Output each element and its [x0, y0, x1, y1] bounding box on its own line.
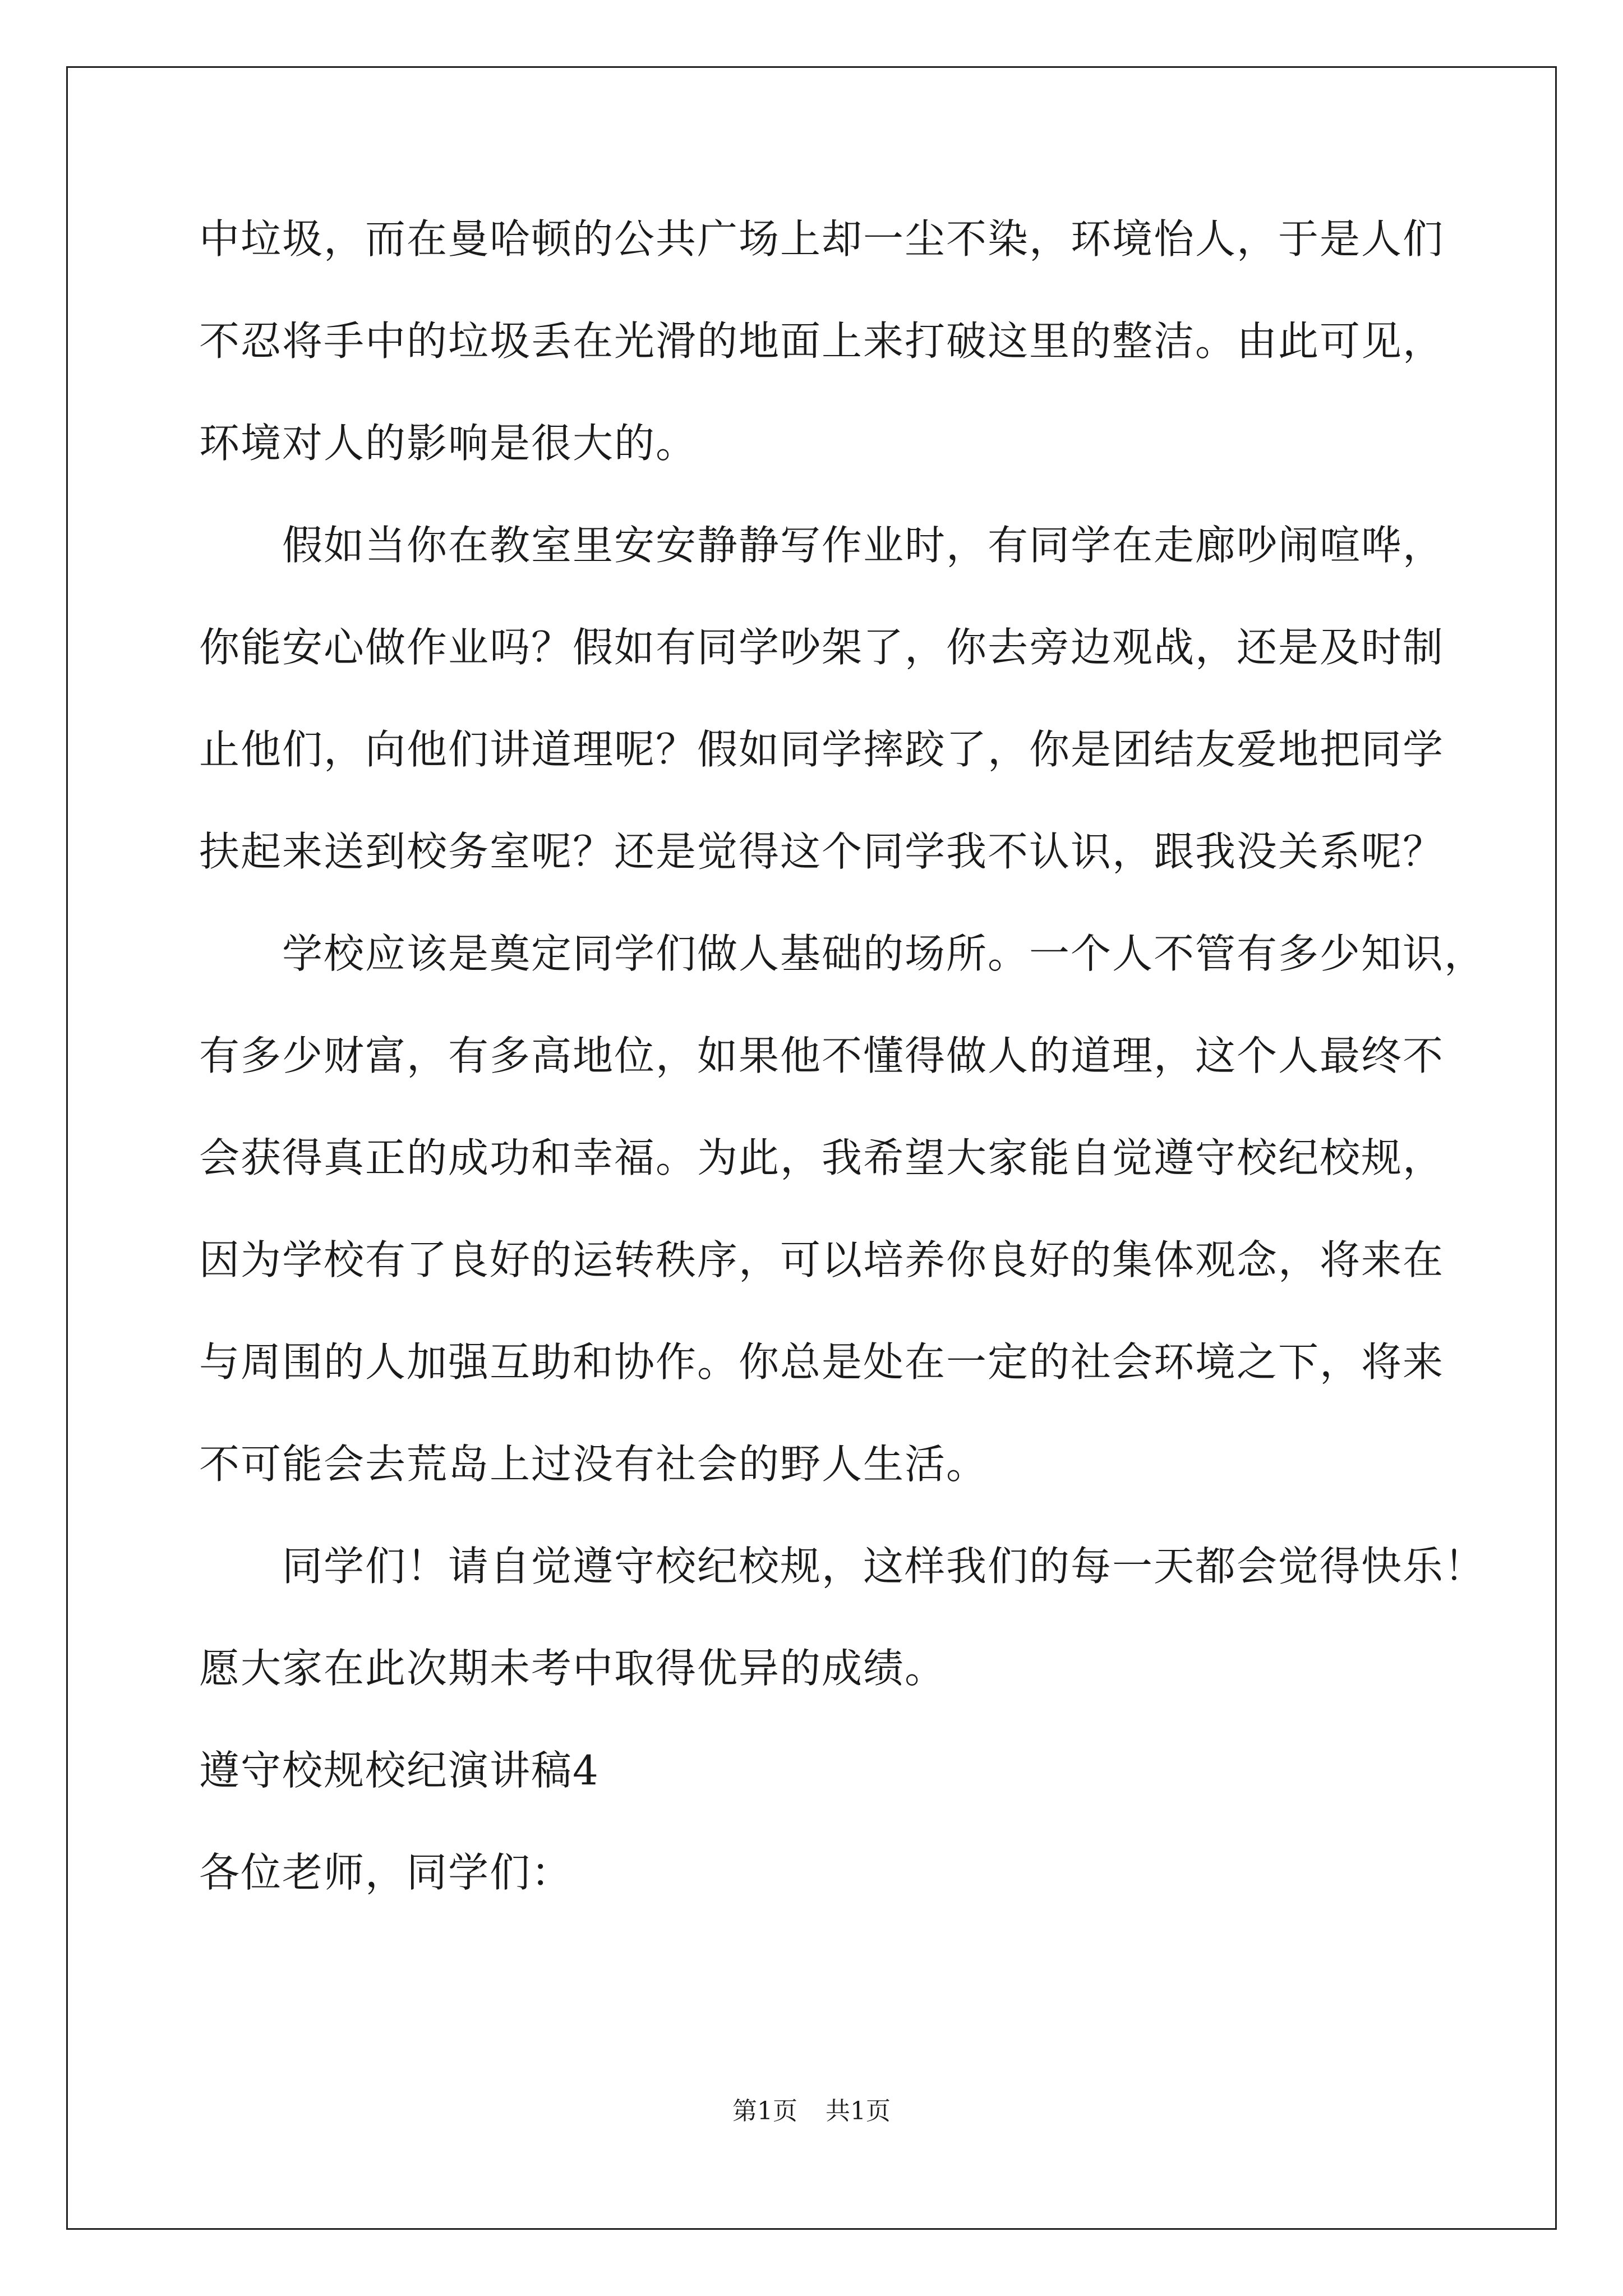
page-footer — [0, 2099, 1623, 2124]
text-line: 有多少财富，有多高地位，如果他不懂得做人的道理，这个人最终不 — [199, 1032, 1445, 1079]
text-line: 扶起来送到校务室呢？还是觉得这个同学我不认识，跟我没关系呢？ — [199, 828, 1445, 875]
text-line: 不忍将手中的垃圾丢在光滑的地面上来打破这里的整洁。由此可见， — [199, 318, 1445, 365]
text-line: 止他们，向他们讲道理呢？假如同学摔跤了，你是团结友爱地把同学 — [199, 726, 1445, 773]
text-line: 你能安心做作业吗？假如有同学吵架了，你去旁边观战，还是及时制 — [199, 624, 1445, 671]
text-line: 环境对人的影响是很大的。 — [199, 420, 698, 467]
text-line: 会获得真正的成功和幸福。为此，我希望大家能自觉遵守校纪校规， — [199, 1134, 1445, 1181]
salutation: 各位老师，同学们： — [199, 1849, 573, 1896]
text-line: 与周围的人加强互助和协作。你总是处在一定的社会环境之下，将来 — [199, 1338, 1445, 1386]
text-line: 中垃圾，而在曼哈顿的公共广场上却一尘不染，环境怡人，于是人们 — [199, 215, 1445, 263]
text-line: 因为学校有了良好的运转秩序，可以培养你良好的集体观念，将来在 — [199, 1236, 1445, 1283]
text-line: 不可能会去荒岛上过没有社会的野人生活。 — [199, 1441, 988, 1488]
text-line: 学校应该是奠定同学们做人基础的场所。一个人不管有多少知识， — [199, 930, 1486, 977]
page-total: 共1页 — [826, 2097, 891, 2125]
text-line: 假如当你在教室里安安静静写作业时，有同学在走廊吵闹喧哗， — [199, 522, 1445, 569]
section-heading: 遵守校规校纪演讲稿4 — [199, 1747, 600, 1794]
text-line: 同学们！请自觉遵守校纪校规，这样我们的每一天都会觉得快乐！ — [199, 1543, 1486, 1590]
page-number: 第1页 — [732, 2097, 797, 2125]
document-body — [199, 215, 1486, 1954]
text-line: 愿大家在此次期未考中取得优异的成绩。 — [199, 1645, 947, 1692]
